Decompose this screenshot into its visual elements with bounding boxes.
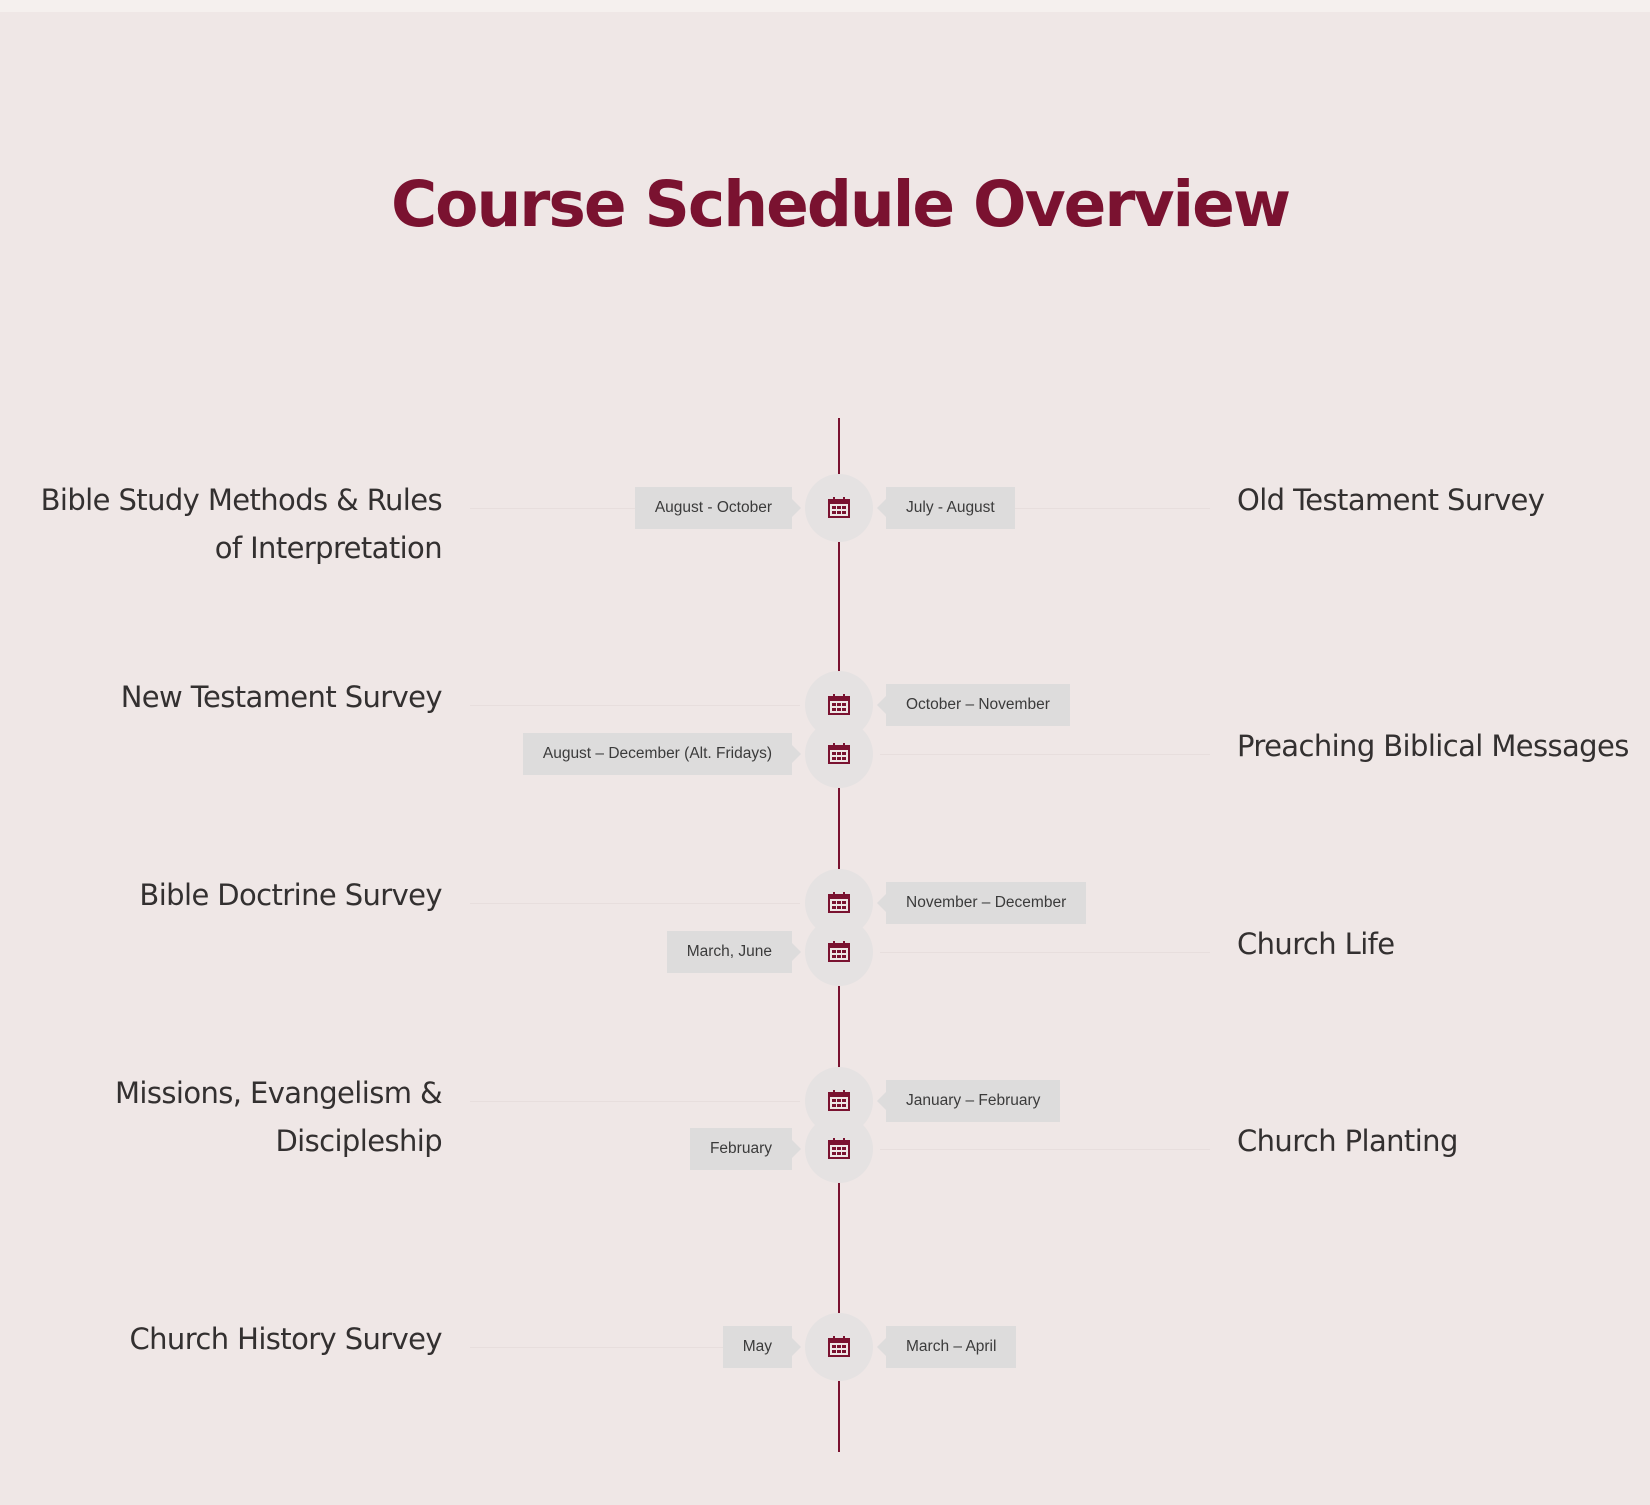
course-title: New Testament Survey (120, 680, 442, 714)
top-bar (0, 0, 1650, 12)
course-title: Old Testament Survey (1237, 483, 1545, 517)
course-title: Missions, Evangelism & Discipleship (114, 1076, 442, 1158)
connector-line (470, 903, 800, 904)
calendar-icon (805, 1115, 873, 1183)
connector-line (470, 705, 800, 706)
date-badge: January – February (886, 1080, 1060, 1122)
calendar-icon (805, 720, 873, 788)
timeline-row (0, 1124, 1650, 1229)
page-title: Course Schedule Overview (390, 168, 1290, 241)
date-badge: October – November (886, 684, 1070, 726)
date-badge: February (690, 1128, 792, 1170)
course-title: Bible Doctrine Survey (139, 878, 442, 912)
course-title: Church Life (1237, 927, 1395, 961)
course-title: Bible Study Methods & Rules of Interpretation (40, 483, 442, 565)
course-title: Church History Survey (129, 1322, 442, 1356)
connector-line (470, 1101, 800, 1102)
timeline-row (0, 927, 1650, 1032)
date-badge: July - August (886, 487, 1015, 529)
connector-line (880, 1149, 1210, 1150)
course-title: Church Planting (1237, 1124, 1458, 1158)
date-badge: March, June (667, 931, 792, 973)
connector-line (880, 952, 1210, 953)
date-badge: August - October (635, 487, 792, 529)
calendar-icon (805, 918, 873, 986)
date-badge: August – December (Alt. Fridays) (523, 733, 792, 775)
connector-line (880, 754, 1210, 755)
timeline-row (0, 483, 1650, 588)
calendar-icon (805, 1313, 873, 1381)
calendar-icon (805, 474, 873, 542)
course-title: Preaching Biblical Messages (1237, 729, 1629, 763)
date-badge: November – December (886, 882, 1086, 924)
timeline-row (0, 1322, 1650, 1427)
date-badge: March – April (886, 1326, 1016, 1368)
date-badge: May (723, 1326, 792, 1368)
timeline-row (0, 729, 1650, 834)
